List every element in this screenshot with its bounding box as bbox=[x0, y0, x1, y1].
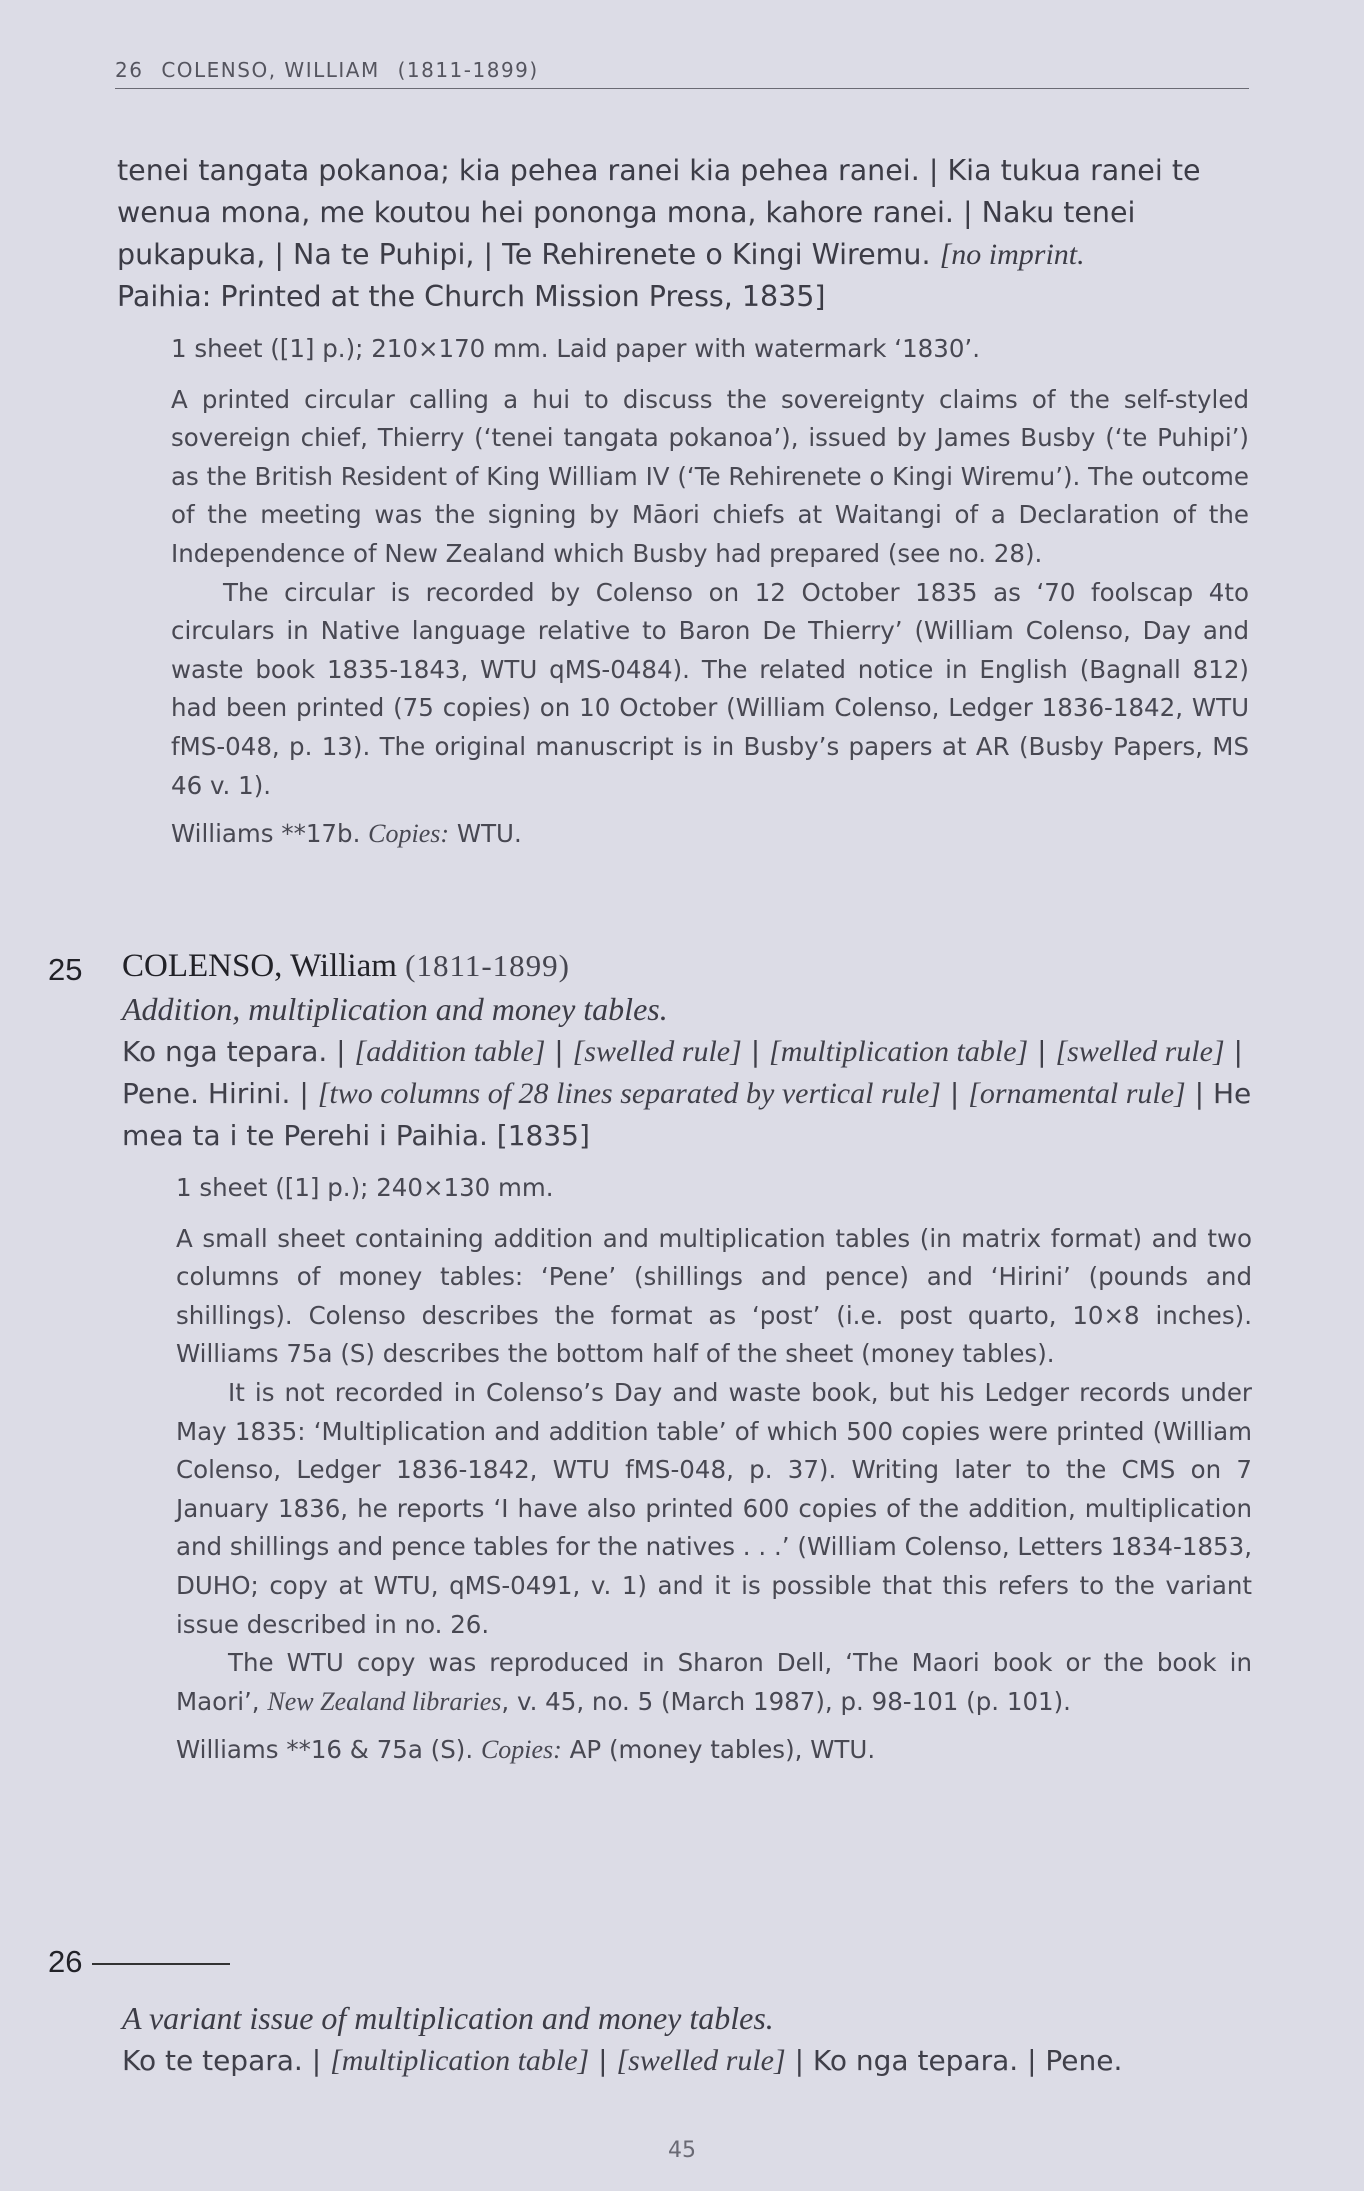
entry-24-note-1: A printed circular calling a hui to discuss the sovereignty claims of the self-styled sovereign chief, Thierry (‘tenei tangata pokanoa’), issued by James Busby (‘te Puhipi’) as the British Resident of King William IV (‘Te Rehirenete o Kingi Wiremu’). The outcome of the meeting was the signing by Māori chiefs at Waitangi of a Declaration of the Independence of New Zealand which Busby had prepared (see no. 28). bbox=[171, 384, 1249, 568]
entry-number: 26 bbox=[48, 1944, 230, 1980]
entry-24-notes bbox=[117, 330, 1249, 854]
entry-24-collation: 1 sheet ([1] p.); 210×170 mm. Laid paper with watermark ‘1830’. bbox=[171, 334, 980, 363]
entry-24-title-text: pukapuka, | Na te Puhipi, | Te Rehirenete o Kingi Wiremu. bbox=[117, 238, 931, 271]
header-dates: (1811-1899) bbox=[397, 58, 539, 82]
header-running-title: COLENSO, WILLIAM bbox=[161, 58, 380, 82]
header-page-number: 26 bbox=[115, 58, 144, 82]
entry-26-transcription: Ko te tepara. | [multiplication table] | [swelled rule] | Ko nga tepara. | Pene. bbox=[122, 2044, 1123, 2077]
entry-25-heading bbox=[122, 948, 1252, 985]
entry-25-note-3: The WTU copy was reproduced in Sharon Dell, ‘The Maori book or the book in Maori’, New Zealand libraries, v. 45, no. 5 (March 1987), p. 98-101 (p. 101). bbox=[176, 1648, 1252, 1716]
entry-24-imprint-line: Paihia: Printed at the Church Mission Press, 1835] bbox=[117, 280, 826, 313]
entry-25-short-title: Addition, multiplication and money tables. bbox=[122, 991, 668, 1027]
entry-25-transcription: Ko nga tepara. | [addition table] | [swelled rule] | [multiplication table] | [swelled rule] | Pene. Hirini. | [two columns of 28 lines separated by vertical rule] | [ornamental rule] | He mea ta i te Perehi i Paihia. [1835] bbox=[122, 1035, 1252, 1152]
entry-25-note-1: A small sheet containing addition and multiplication tables (in matrix format) and two columns of money tables: ‘Pene’ (shillings and pence) and ‘Hirini’ (pounds and shillings). Colenso describes the format as ‘post’ (i.e. post quarto, 10×8 inches). Williams 75a (S) describes the bottom half of the sheet (money tables). bbox=[176, 1223, 1252, 1369]
entry-number: 25 bbox=[48, 952, 83, 987]
footer-page-number: 45 bbox=[668, 2138, 696, 2163]
ditto-rule bbox=[92, 1963, 230, 1965]
entry-25-note-2: It is not recorded in Colenso’s Day and waste book, but his Ledger records under May 1835: ‘Multiplication and addition table’ of which 500 copies were printed (William Colenso, Ledger 1836-1842, WTU fMS-048, p. 37). Writing later to the CMS on 7 January 1836, he reports ‘I have also printed 600 copies of the addition, multiplication and shillings and pence tables for the natives . . .’ (William Colenso, Letters 1834-1853, DUHO; copy at WTU, qMS-0491, v. 1) and it is possible that this refers to the variant issue described in no. 26. bbox=[176, 1377, 1252, 1639]
entry-24-title-line: wenua mona, me koutou hei pononga mona, kahore ranei. | Naku tenei bbox=[117, 196, 1136, 229]
entry-25-references: Williams **16 & 75a (S). Copies: AP (money tables), WTU. bbox=[176, 1735, 876, 1765]
entry-25-dates: (1811-1899) bbox=[405, 948, 570, 983]
entry-25 bbox=[122, 948, 1252, 1770]
entry-25-collation: 1 sheet ([1] p.); 240×130 mm. bbox=[176, 1173, 554, 1202]
entry-24-imprint-note: [no imprint. bbox=[939, 238, 1085, 271]
entry-25-notes bbox=[122, 1169, 1252, 1770]
entry-24-references: Williams **17b. Copies: WTU. bbox=[171, 819, 522, 849]
entry-24-continuation bbox=[117, 150, 1249, 854]
entry-25-author: COLENSO, William bbox=[122, 948, 397, 984]
entry-24-title-line bbox=[117, 234, 1249, 276]
running-header bbox=[115, 58, 1249, 89]
entry-24-note-2: The circular is recorded by Colenso on 12 October 1835 as ‘70 foolscap 4to circulars in Native language relative to Baron De Thierry’ (William Colenso, Day and waste book 1835-1843, WTU qMS-0484). The related notice in English (Bagnall 812) had been printed (75 copies) on 10 October (William Colenso, Ledger 1836-1842, WTU fMS-048, p. 13). The original manuscript is in Busby’s papers at AR (Busby Papers, MS 46 v. 1). bbox=[171, 577, 1249, 800]
entry-26 bbox=[122, 1996, 1252, 2082]
entry-24-title-line: tenei tangata pokanoa; kia pehea ranei kia pehea ranei. | Kia tukua ranei te bbox=[117, 154, 1201, 187]
entry-26-short-title: A variant issue of multiplication and money tables. bbox=[122, 2000, 774, 2036]
